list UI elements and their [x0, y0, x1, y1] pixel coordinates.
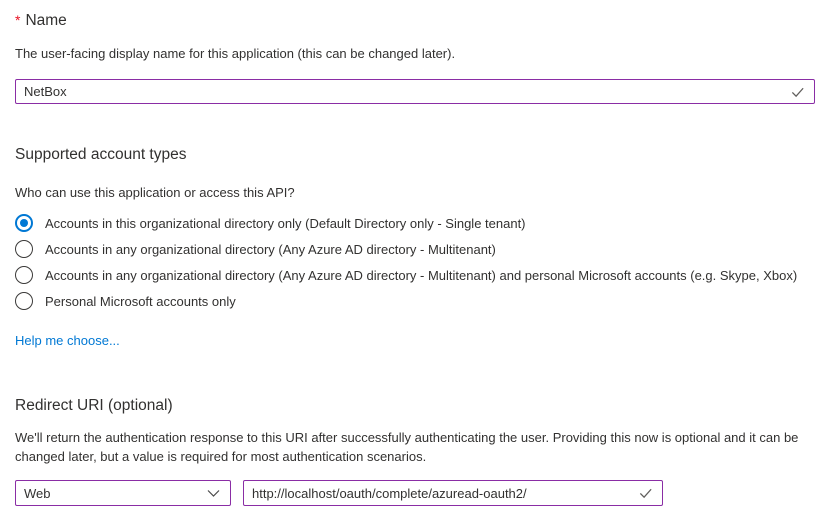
radio-option-label: Accounts in any organizational directory (Any Azure AD directory - Multitenant): [45, 241, 496, 257]
platform-select-value: Web: [24, 485, 51, 501]
radio-button-icon[interactable]: [15, 240, 33, 258]
radio-option-label: Personal Microsoft accounts only: [45, 293, 236, 309]
redirect-uri-row: [15, 480, 815, 506]
check-icon: [790, 84, 805, 99]
account-types-radio-group: [15, 210, 815, 314]
radio-option-label: Accounts in this organizational directory only (Default Directory only - Single tenant): [45, 215, 526, 231]
chevron-down-icon: [207, 489, 220, 498]
redirect-uri-input-wrap: [243, 480, 663, 506]
radio-option-label: Accounts in any organizational directory (Any Azure AD directory - Multitenant) and personal Microsoft accounts (e.g. Skype, Xbox): [45, 267, 798, 283]
account-types-question: Who can use this application or access this API?: [15, 185, 295, 200]
name-input[interactable]: [15, 79, 815, 104]
redirect-uri-description: We'll return the authentication response to this URI after successfully authenticating the user. Providing this now is optional and it can be changed later, but a value is required for most authentication scenarios.: [15, 430, 799, 464]
radio-button-icon[interactable]: [15, 214, 33, 232]
name-title-text: Name: [25, 12, 67, 29]
radio-option-multitenant[interactable]: [15, 236, 815, 262]
name-input-wrap: [15, 79, 815, 104]
redirect-uri-input[interactable]: [243, 480, 663, 506]
radio-option-personal-only[interactable]: [15, 288, 815, 314]
radio-button-icon[interactable]: [15, 292, 33, 310]
name-description: The user-facing display name for this application (this can be changed later).: [15, 46, 456, 61]
account-types-title: Supported account types: [15, 146, 187, 163]
help-me-choose-link[interactable]: Help me choose...: [15, 333, 120, 348]
platform-select-dropdown[interactable]: [15, 480, 231, 506]
required-asterisk: *: [15, 12, 21, 28]
radio-option-single-tenant[interactable]: [15, 210, 815, 236]
radio-button-icon[interactable]: [15, 266, 33, 284]
name-section-title: [15, 11, 815, 30]
redirect-uri-title: Redirect URI (optional): [15, 397, 173, 414]
radio-option-multitenant-personal[interactable]: [15, 262, 815, 288]
check-icon: [638, 486, 653, 501]
